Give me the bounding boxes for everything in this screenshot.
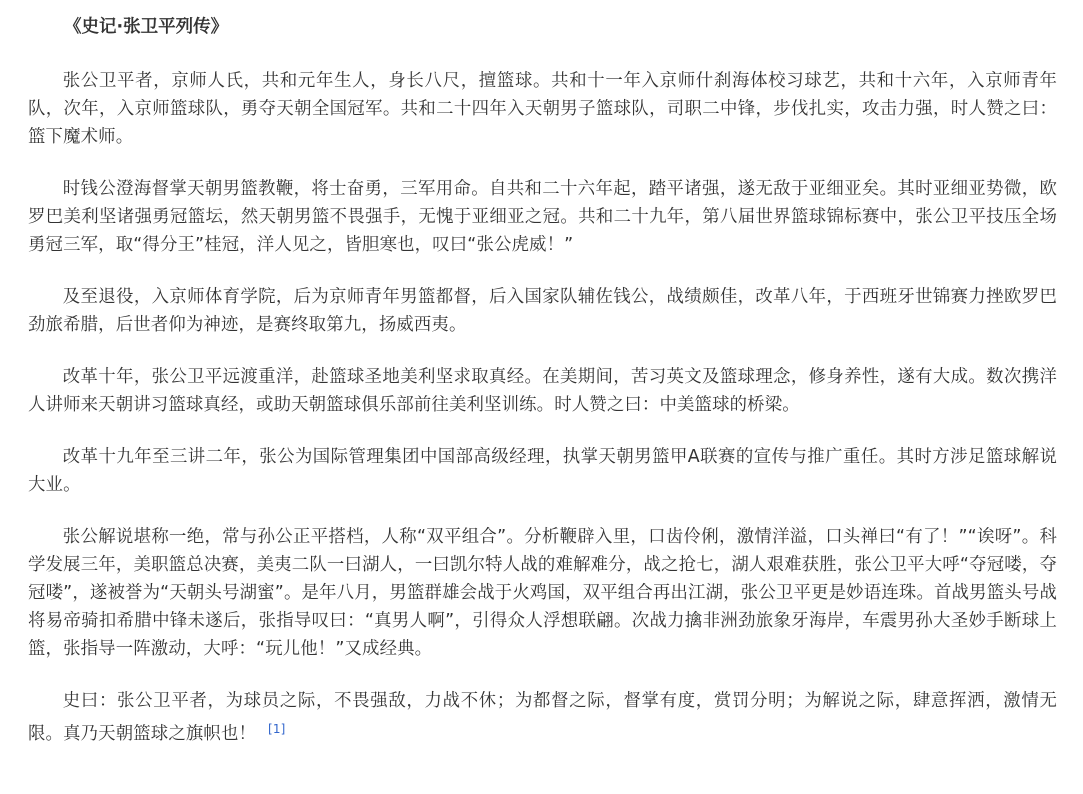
article-title: 《史记·张卫平列传》 <box>64 17 229 37</box>
footnote-link[interactable]: [1] <box>268 722 286 736</box>
paragraph-intro: 张公卫平者，京师人氏，共和元年生人，身长八尺，擅篮球。共和十一年入京师什刹海体校习球艺，共和十六年，入京师青年队，次年，入京师篮球队，勇夺天朝全国冠军。共和二十四年入天朝男子篮球队，司职二中锋，步伐扎实，攻击力强，时人赞之曰：篮下魔术师。 <box>28 71 1057 147</box>
paragraph-retirement: 及至退役，入京师体育学院，后为京师青年男篮都督，后入国家队辅佐钱公，战绩颇佳，改革八年，于西班牙世锦赛力挫欧罗巴劲旅希腊，后世者仰为神迹，是赛终取第九，扬威西夷。 <box>28 287 1057 335</box>
paragraph-america: 改革十年，张公卫平远渡重洋，赴篮球圣地美利坚求取真经。在美期间，苦习英文及篮球理念，修身养性，遂有大成。数次携洋人讲师来天朝讲习篮球真经，或助天朝篮球俱乐部前往美利坚训练。时人赞之曰：中美篮球的桥梁。 <box>28 367 1057 415</box>
article <box>0 13 1083 748</box>
paragraph-img-manager: 改革十九年至三讲二年，张公为国际管理集团中国部高级经理，执掌天朝男篮甲A联赛的宣传与推广重任。其时方涉足篮球解说大业。 <box>28 447 1057 495</box>
paragraph-commentary: 张公解说堪称一绝，常与孙公正平搭档，人称“双平组合”。分析鞭辟入里，口齿伶俐，激情洋溢，口头禅曰“有了！”“诶呀”。科学发展三年，美职篮总决赛，美夷二队一曰湖人，一曰凯尔特人战的难解难分，战之抢七，湖人艰难获胜，张公卫平大呼“夺冠喽，夺冠喽”，遂被誉为“天朝头号湖蜜”。是年八月，男篮群雄会战于火鸡国，双平组合再出江湖，张公卫平更是妙语连珠。首战男篮头号战将易帝骑扣希腊中锋未遂后，张指导叹曰：“真男人啊”，引得众人浮想联翩。次战力擒非洲劲旅象牙海岸，车震男孙大圣妙手断球上篮，张指导一阵激动，大呼：“玩儿他！”又成经典。 <box>28 527 1057 659</box>
paragraph-conclusion <box>28 687 1057 748</box>
paragraph-national-team: 时钱公澄海督掌天朝男篮教鞭，将士奋勇，三军用命。自共和二十六年起，踏平诸强，遂无敌于亚细亚矣。其时亚细亚势微，欧罗巴美利坚诸强勇冠篮坛，然天朝男篮不畏强手，无愧于亚细亚之冠。共和二十九年，第八届世界篮球锦标赛中，张公卫平技压全场勇冠三军，取“得分王”桂冠，洋人见之，皆胆寒也，叹曰“张公虎威！” <box>28 179 1057 255</box>
conclusion-text: 史曰：张公卫平者，为球员之际，不畏强敌，力战不休；为都督之际，督掌有度，赏罚分明；为解说之际，肆意挥洒，激情无限。真乃天朝篮球之旗帜也！ <box>28 691 1057 744</box>
